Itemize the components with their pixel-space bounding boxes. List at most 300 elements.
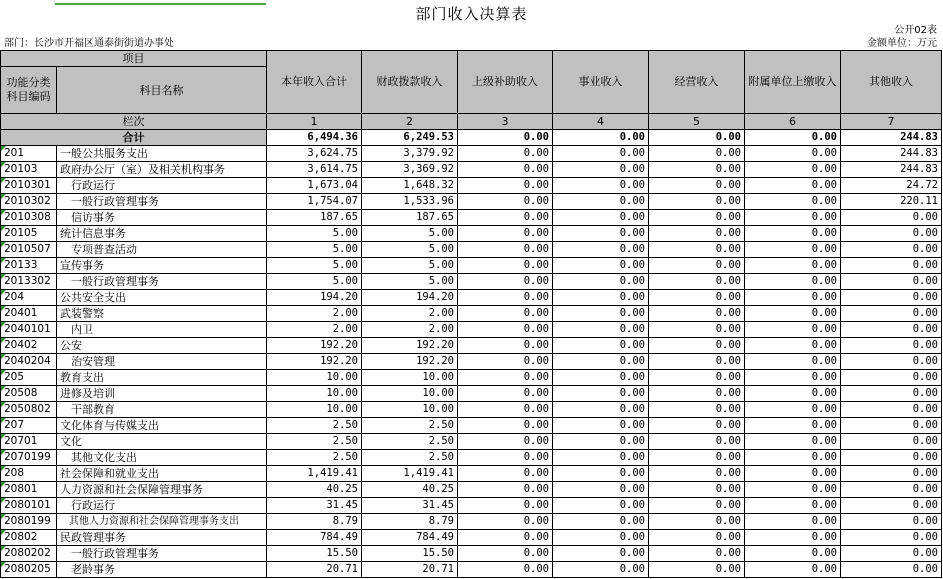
row-value-cell[interactable]: 0.00 [841, 498, 942, 514]
row-name-cell[interactable]: 民政管理事务 [57, 530, 267, 546]
row-value-cell[interactable]: 0.00 [745, 562, 841, 578]
table-row [1, 210, 942, 226]
row-value-cell[interactable]: 2.00 [267, 322, 362, 338]
row-value-cell[interactable]: 0.00 [553, 466, 649, 482]
row-value-cell[interactable]: 8.79 [267, 514, 362, 530]
row-value-cell[interactable]: 192.20 [267, 338, 362, 354]
row-name-cell[interactable]: 信访事务 [57, 210, 267, 226]
table-row [1, 514, 942, 530]
header-col-4: 事业收入 [553, 51, 649, 114]
table-row [1, 450, 942, 466]
row-value-cell[interactable]: 0.00 [649, 482, 745, 498]
colnum-5: 5 [649, 114, 745, 130]
row-value-cell[interactable]: 0.00 [458, 274, 553, 290]
row-value-cell[interactable]: 0.00 [553, 498, 649, 514]
total-value[interactable]: 0.00 [553, 130, 649, 146]
row-value-cell[interactable]: 0.00 [458, 146, 553, 162]
row-value-cell[interactable]: 0.00 [649, 402, 745, 418]
row-code-cell[interactable]: 2070199 [1, 450, 57, 466]
colnum-1: 1 [267, 114, 362, 130]
row-value-cell[interactable]: 0.00 [745, 466, 841, 482]
row-value-cell[interactable]: 0.00 [841, 226, 942, 242]
row-value-cell[interactable]: 192.20 [362, 354, 458, 370]
row-value-cell[interactable]: 0.00 [649, 162, 745, 178]
row-value-cell[interactable]: 10.00 [267, 386, 362, 402]
row-value-cell[interactable]: 0.00 [841, 242, 942, 258]
header-code: 功能分类科目编码 [1, 67, 57, 114]
row-value-cell[interactable]: 0.00 [649, 226, 745, 242]
row-value-cell[interactable]: 0.00 [649, 546, 745, 562]
header-col-1: 本年收入合计 [267, 51, 362, 114]
row-code-cell[interactable]: 20105 [1, 226, 57, 242]
row-value-cell[interactable]: 0.00 [745, 226, 841, 242]
row-value-cell[interactable]: 0.00 [745, 306, 841, 322]
row-value-cell[interactable]: 2.50 [267, 450, 362, 466]
row-value-cell[interactable]: 0.00 [841, 258, 942, 274]
row-value-cell[interactable]: 0.00 [649, 258, 745, 274]
row-value-cell[interactable]: 3,369.92 [362, 162, 458, 178]
total-value[interactable]: 0.00 [649, 130, 745, 146]
row-code-cell[interactable]: 2050802 [1, 402, 57, 418]
row-value-cell[interactable]: 5.00 [267, 258, 362, 274]
row-value-cell[interactable]: 187.65 [267, 210, 362, 226]
row-name-cell[interactable]: 行政运行 [57, 178, 267, 194]
row-value-cell[interactable]: 0.00 [649, 194, 745, 210]
header-name: 科目名称 [57, 67, 267, 114]
row-value-cell[interactable]: 1,648.32 [362, 178, 458, 194]
row-value-cell[interactable]: 1,533.96 [362, 194, 458, 210]
colnum-6: 6 [745, 114, 841, 130]
total-value[interactable]: 6,494.36 [267, 130, 362, 146]
colnum-label: 栏次 [1, 114, 267, 130]
colnum-2: 2 [362, 114, 458, 130]
table-row [1, 434, 942, 450]
row-value-cell[interactable]: 0.00 [649, 418, 745, 434]
colnum-7: 7 [841, 114, 942, 130]
table-row [1, 258, 942, 274]
row-code-cell[interactable]: 20103 [1, 162, 57, 178]
row-value-cell[interactable]: 0.00 [458, 498, 553, 514]
row-value-cell[interactable]: 0.00 [745, 162, 841, 178]
row-name-cell[interactable]: 老龄事务 [57, 562, 267, 578]
row-value-cell[interactable]: 0.00 [458, 466, 553, 482]
row-value-cell[interactable]: 0.00 [553, 210, 649, 226]
row-value-cell[interactable]: 5.00 [362, 274, 458, 290]
row-name-cell[interactable]: 文化体育与传媒支出 [57, 418, 267, 434]
row-value-cell[interactable]: 0.00 [745, 194, 841, 210]
table-row [1, 306, 942, 322]
row-name-cell[interactable]: 武装警察 [57, 306, 267, 322]
row-value-cell[interactable]: 0.00 [745, 514, 841, 530]
row-value-cell[interactable]: 0.00 [649, 146, 745, 162]
row-value-cell[interactable]: 0.00 [745, 258, 841, 274]
row-value-cell[interactable]: 0.00 [745, 178, 841, 194]
row-value-cell[interactable]: 0.00 [745, 450, 841, 466]
table-row [1, 194, 942, 210]
row-value-cell[interactable]: 10.00 [267, 402, 362, 418]
row-value-cell[interactable]: 0.00 [841, 450, 942, 466]
table-row [1, 322, 942, 338]
header-col-5: 经营收入 [649, 51, 745, 114]
row-value-cell[interactable]: 194.20 [362, 290, 458, 306]
row-name-cell[interactable]: 专项普查活动 [57, 242, 267, 258]
row-value-cell[interactable]: 0.00 [745, 354, 841, 370]
table-row [1, 370, 942, 386]
table-row [1, 354, 942, 370]
row-value-cell[interactable]: 0.00 [458, 306, 553, 322]
row-value-cell[interactable]: 0.00 [458, 210, 553, 226]
row-code-cell[interactable]: 2010301 [1, 178, 57, 194]
row-value-cell[interactable]: 0.00 [841, 466, 942, 482]
row-value-cell[interactable]: 0.00 [458, 162, 553, 178]
row-value-cell[interactable]: 0.00 [553, 370, 649, 386]
row-value-cell[interactable]: 0.00 [553, 194, 649, 210]
table-row [1, 546, 942, 562]
row-value-cell[interactable]: 0.00 [649, 386, 745, 402]
row-value-cell[interactable]: 40.25 [267, 482, 362, 498]
row-value-cell[interactable]: 2.00 [362, 306, 458, 322]
table-row [1, 290, 942, 306]
row-value-cell[interactable]: 0.00 [841, 514, 942, 530]
row-name-cell[interactable]: 公共安全支出 [57, 290, 267, 306]
table-row [1, 386, 942, 402]
table-row [1, 482, 942, 498]
total-value[interactable]: 6,249.53 [362, 130, 458, 146]
row-value-cell[interactable]: 31.45 [362, 498, 458, 514]
row-value-cell[interactable]: 0.00 [841, 546, 942, 562]
row-value-cell[interactable]: 1,754.07 [267, 194, 362, 210]
row-value-cell[interactable]: 0.00 [458, 514, 553, 530]
row-value-cell[interactable]: 0.00 [553, 258, 649, 274]
row-name-cell[interactable]: 其他人力资源和社会保障管理事务支出 [57, 514, 267, 530]
row-value-cell[interactable]: 0.00 [553, 338, 649, 354]
row-code-cell[interactable]: 20133 [1, 258, 57, 274]
table-row [1, 274, 942, 290]
row-value-cell[interactable]: 0.00 [458, 386, 553, 402]
row-value-cell[interactable]: 0.00 [553, 274, 649, 290]
row-code-cell[interactable]: 20801 [1, 482, 57, 498]
row-value-cell[interactable]: 0.00 [745, 242, 841, 258]
row-name-cell[interactable]: 干部教育 [57, 402, 267, 418]
row-value-cell[interactable]: 0.00 [745, 418, 841, 434]
row-value-cell[interactable]: 0.00 [841, 274, 942, 290]
row-name-cell[interactable]: 其他文化支出 [57, 450, 267, 466]
row-value-cell[interactable]: 0.00 [553, 354, 649, 370]
row-value-cell[interactable]: 0.00 [745, 274, 841, 290]
row-value-cell[interactable]: 2.50 [267, 434, 362, 450]
row-value-cell[interactable]: 0.00 [841, 306, 942, 322]
row-value-cell[interactable]: 0.00 [458, 434, 553, 450]
row-value-cell[interactable]: 0.00 [458, 226, 553, 242]
row-value-cell[interactable]: 0.00 [458, 530, 553, 546]
table-row [1, 530, 942, 546]
row-value-cell[interactable]: 0.00 [745, 434, 841, 450]
row-name-cell[interactable]: 教育支出 [57, 370, 267, 386]
total-value[interactable]: 0.00 [458, 130, 553, 146]
row-value-cell[interactable]: 0.00 [745, 546, 841, 562]
row-value-cell[interactable]: 0.00 [458, 402, 553, 418]
row-value-cell[interactable]: 0.00 [841, 418, 942, 434]
row-value-cell[interactable]: 187.65 [362, 210, 458, 226]
row-value-cell[interactable]: 0.00 [841, 290, 942, 306]
row-name-cell[interactable]: 一般行政管理事务 [57, 274, 267, 290]
row-value-cell[interactable]: 0.00 [553, 178, 649, 194]
row-value-cell[interactable]: 0.00 [458, 418, 553, 434]
row-value-cell[interactable]: 0.00 [553, 562, 649, 578]
row-value-cell[interactable]: 0.00 [458, 354, 553, 370]
table-body [1, 146, 942, 578]
row-code-cell[interactable]: 20701 [1, 434, 57, 450]
row-value-cell[interactable]: 192.20 [362, 338, 458, 354]
row-value-cell[interactable]: 0.00 [745, 482, 841, 498]
row-value-cell[interactable]: 0.00 [458, 178, 553, 194]
row-value-cell[interactable]: 0.00 [458, 242, 553, 258]
table-row [1, 242, 942, 258]
row-value-cell[interactable]: 15.50 [362, 546, 458, 562]
row-value-cell[interactable]: 1,673.04 [267, 178, 362, 194]
row-value-cell[interactable]: 0.00 [745, 530, 841, 546]
row-value-cell[interactable]: 0.00 [553, 418, 649, 434]
row-name-cell[interactable]: 人力资源和社会保障管理事务 [57, 482, 267, 498]
form-number: 公开02表 [894, 25, 937, 36]
row-code-cell[interactable]: 208 [1, 466, 57, 482]
row-value-cell[interactable]: 220.11 [841, 194, 942, 210]
row-value-cell[interactable]: 2.00 [362, 322, 458, 338]
colnum-4: 4 [553, 114, 649, 130]
row-code-cell[interactable]: 2040101 [1, 322, 57, 338]
table-row [1, 402, 942, 418]
row-value-cell[interactable]: 0.00 [458, 322, 553, 338]
row-value-cell[interactable]: 194.20 [267, 290, 362, 306]
row-value-cell[interactable]: 10.00 [362, 386, 458, 402]
row-name-cell[interactable]: 一般行政管理事务 [57, 546, 267, 562]
row-value-cell[interactable]: 0.00 [745, 210, 841, 226]
row-value-cell[interactable]: 1,419.41 [362, 466, 458, 482]
row-value-cell[interactable]: 0.00 [841, 210, 942, 226]
row-value-cell[interactable]: 5.00 [362, 258, 458, 274]
row-value-cell[interactable]: 2.50 [362, 418, 458, 434]
row-name-cell[interactable]: 文化 [57, 434, 267, 450]
total-value[interactable]: 0.00 [745, 130, 841, 146]
row-value-cell[interactable]: 0.00 [649, 434, 745, 450]
row-value-cell[interactable]: 0.00 [649, 306, 745, 322]
row-value-cell[interactable]: 0.00 [458, 370, 553, 386]
total-value[interactable]: 244.83 [841, 130, 942, 146]
row-code-cell[interactable]: 204 [1, 290, 57, 306]
row-value-cell[interactable]: 31.45 [267, 498, 362, 514]
row-value-cell[interactable]: 0.00 [841, 322, 942, 338]
row-value-cell[interactable]: 0.00 [649, 242, 745, 258]
row-value-cell[interactable]: 20.71 [267, 562, 362, 578]
row-value-cell[interactable]: 0.00 [745, 386, 841, 402]
row-code-cell[interactable]: 20802 [1, 530, 57, 546]
row-code-cell[interactable]: 2080205 [1, 562, 57, 578]
row-value-cell[interactable]: 0.00 [458, 562, 553, 578]
row-value-cell[interactable]: 0.00 [553, 482, 649, 498]
table-row [1, 466, 942, 482]
row-value-cell[interactable]: 8.79 [362, 514, 458, 530]
row-value-cell[interactable]: 0.00 [841, 386, 942, 402]
row-value-cell[interactable]: 0.00 [553, 514, 649, 530]
row-value-cell[interactable]: 0.00 [649, 530, 745, 546]
row-value-cell[interactable]: 10.00 [267, 370, 362, 386]
colnum-3: 3 [458, 114, 553, 130]
row-value-cell[interactable]: 244.83 [841, 162, 942, 178]
table-row [1, 418, 942, 434]
row-value-cell[interactable]: 0.00 [649, 210, 745, 226]
row-value-cell[interactable]: 3,624.75 [267, 146, 362, 162]
row-name-cell[interactable]: 内卫 [57, 322, 267, 338]
row-value-cell[interactable]: 0.00 [745, 338, 841, 354]
row-code-cell[interactable]: 2080101 [1, 498, 57, 514]
row-value-cell[interactable]: 0.00 [553, 162, 649, 178]
table-row [1, 226, 942, 242]
row-value-cell[interactable]: 0.00 [649, 178, 745, 194]
row-value-cell[interactable]: 0.00 [649, 290, 745, 306]
row-value-cell[interactable]: 0.00 [553, 290, 649, 306]
row-value-cell[interactable]: 0.00 [649, 322, 745, 338]
row-value-cell[interactable]: 0.00 [553, 226, 649, 242]
department-label: 部门：长沙市开福区通泰街街道办事处 [4, 38, 174, 49]
row-name-cell[interactable]: 一般行政管理事务 [57, 194, 267, 210]
row-value-cell[interactable]: 0.00 [649, 354, 745, 370]
row-value-cell[interactable]: 192.20 [267, 354, 362, 370]
row-name-cell[interactable]: 宣传事务 [57, 258, 267, 274]
row-value-cell[interactable]: 0.00 [841, 370, 942, 386]
row-value-cell[interactable]: 40.25 [362, 482, 458, 498]
row-value-cell[interactable]: 0.00 [458, 482, 553, 498]
row-value-cell[interactable]: 20.71 [362, 562, 458, 578]
row-value-cell[interactable]: 0.00 [841, 354, 942, 370]
row-value-cell[interactable]: 0.00 [553, 434, 649, 450]
row-value-cell[interactable]: 2.00 [267, 306, 362, 322]
table-row [1, 162, 942, 178]
row-value-cell[interactable]: 10.00 [362, 370, 458, 386]
row-value-cell[interactable]: 0.00 [841, 482, 942, 498]
table-row [1, 562, 942, 578]
row-code-cell[interactable]: 20508 [1, 386, 57, 402]
row-code-cell[interactable]: 2010302 [1, 194, 57, 210]
row-code-cell[interactable]: 2010308 [1, 210, 57, 226]
row-value-cell[interactable]: 0.00 [553, 530, 649, 546]
row-value-cell[interactable]: 0.00 [553, 386, 649, 402]
row-value-cell[interactable]: 5.00 [267, 274, 362, 290]
row-value-cell[interactable]: 0.00 [841, 562, 942, 578]
row-name-cell[interactable]: 治安管理 [57, 354, 267, 370]
row-value-cell[interactable]: 0.00 [649, 370, 745, 386]
row-value-cell[interactable]: 0.00 [745, 146, 841, 162]
header-col-7: 其他收入 [841, 51, 942, 114]
row-code-cell[interactable]: 2013302 [1, 274, 57, 290]
header-col-3: 上级补助收入 [458, 51, 553, 114]
row-code-cell[interactable]: 207 [1, 418, 57, 434]
row-code-cell[interactable]: 2080202 [1, 546, 57, 562]
row-value-cell[interactable]: 0.00 [553, 322, 649, 338]
row-value-cell[interactable]: 1,419.41 [267, 466, 362, 482]
row-value-cell[interactable]: 0.00 [649, 338, 745, 354]
row-value-cell[interactable]: 0.00 [553, 450, 649, 466]
row-value-cell[interactable]: 0.00 [745, 402, 841, 418]
row-code-cell[interactable]: 201 [1, 146, 57, 162]
row-value-cell[interactable]: 784.49 [362, 530, 458, 546]
row-name-cell[interactable]: 公安 [57, 338, 267, 354]
row-value-cell[interactable]: 5.00 [267, 226, 362, 242]
row-value-cell[interactable]: 0.00 [841, 434, 942, 450]
row-value-cell[interactable]: 0.00 [745, 498, 841, 514]
header-item-group: 项目 [1, 51, 267, 67]
report-title: 部门收入决算表 [415, 5, 528, 23]
row-code-cell[interactable]: 2080199 [1, 514, 57, 530]
row-code-cell[interactable]: 20401 [1, 306, 57, 322]
row-code-cell[interactable]: 2040204 [1, 354, 57, 370]
row-value-cell[interactable]: 0.00 [553, 402, 649, 418]
row-code-cell[interactable]: 20402 [1, 338, 57, 354]
row-value-cell[interactable]: 2.50 [362, 434, 458, 450]
row-name-cell[interactable]: 统计信息事务 [57, 226, 267, 242]
row-value-cell[interactable]: 0.00 [745, 370, 841, 386]
row-value-cell[interactable]: 0.00 [649, 450, 745, 466]
row-value-cell[interactable]: 0.00 [458, 258, 553, 274]
row-name-cell[interactable]: 行政运行 [57, 498, 267, 514]
row-value-cell[interactable]: 0.00 [841, 338, 942, 354]
row-value-cell[interactable]: 15.50 [267, 546, 362, 562]
row-value-cell[interactable]: 3,614.75 [267, 162, 362, 178]
row-value-cell[interactable]: 0.00 [841, 530, 942, 546]
row-value-cell[interactable]: 0.00 [553, 242, 649, 258]
row-value-cell[interactable]: 5.00 [267, 242, 362, 258]
row-name-cell[interactable]: 政府办公厅（室）及相关机构事务 [57, 162, 267, 178]
row-value-cell[interactable]: 0.00 [458, 450, 553, 466]
row-value-cell[interactable]: 0.00 [458, 290, 553, 306]
row-value-cell[interactable]: 0.00 [841, 402, 942, 418]
total-label: 合计 [1, 130, 267, 146]
row-value-cell[interactable]: 3,379.92 [362, 146, 458, 162]
table-row [1, 338, 942, 354]
income-table [0, 50, 942, 578]
row-value-cell[interactable]: 0.00 [649, 498, 745, 514]
row-value-cell[interactable]: 0.00 [745, 322, 841, 338]
row-value-cell[interactable]: 0.00 [649, 274, 745, 290]
row-value-cell[interactable]: 0.00 [458, 546, 553, 562]
row-value-cell[interactable]: 0.00 [553, 546, 649, 562]
row-value-cell[interactable]: 2.50 [362, 450, 458, 466]
unit-label: 金额单位：万元 [867, 38, 937, 49]
table-row [1, 178, 942, 194]
row-name-cell[interactable]: 一般公共服务支出 [57, 146, 267, 162]
header-col-2: 财政拨款收入 [362, 51, 458, 114]
row-code-cell[interactable]: 205 [1, 370, 57, 386]
row-value-cell[interactable]: 2.50 [267, 418, 362, 434]
row-name-cell[interactable]: 社会保障和就业支出 [57, 466, 267, 482]
row-value-cell[interactable]: 10.00 [362, 402, 458, 418]
row-value-cell[interactable]: 784.49 [267, 530, 362, 546]
row-value-cell[interactable]: 5.00 [362, 242, 458, 258]
row-value-cell[interactable]: 5.00 [362, 226, 458, 242]
row-value-cell[interactable]: 0.00 [649, 466, 745, 482]
row-code-cell[interactable]: 2010507 [1, 242, 57, 258]
row-name-cell[interactable]: 进修及培训 [57, 386, 267, 402]
row-value-cell[interactable]: 0.00 [649, 562, 745, 578]
table-row [1, 498, 942, 514]
row-value-cell[interactable]: 24.72 [841, 178, 942, 194]
row-value-cell[interactable]: 0.00 [553, 306, 649, 322]
row-value-cell[interactable]: 0.00 [553, 146, 649, 162]
row-value-cell[interactable]: 0.00 [745, 290, 841, 306]
row-value-cell[interactable]: 0.00 [458, 194, 553, 210]
row-value-cell[interactable]: 244.83 [841, 146, 942, 162]
row-value-cell[interactable]: 0.00 [649, 514, 745, 530]
row-value-cell[interactable]: 0.00 [458, 338, 553, 354]
